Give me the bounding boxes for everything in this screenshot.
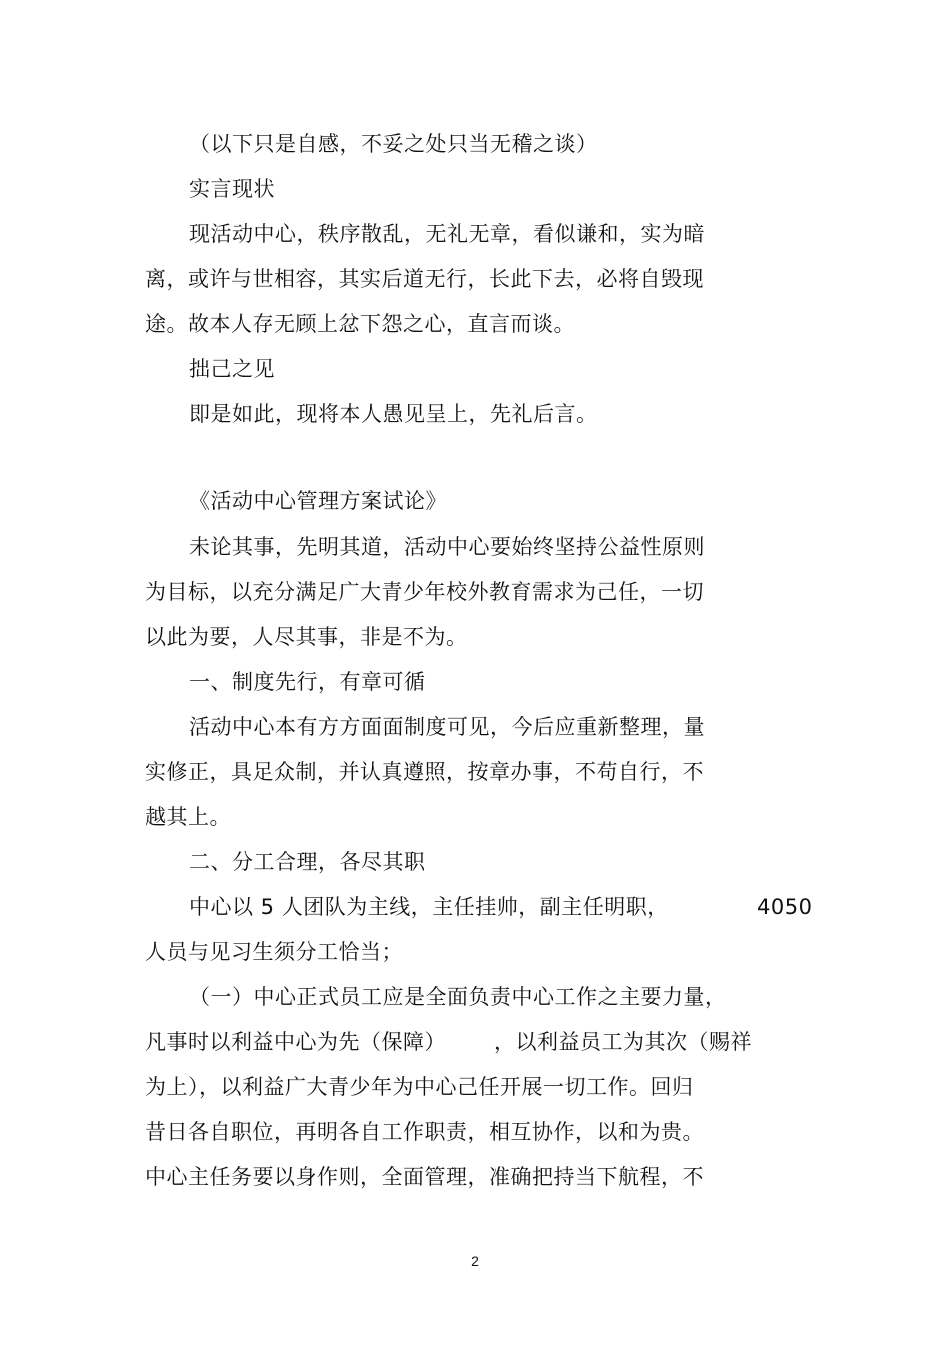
paragraph-line: 人员与见习生须分工恰当； xyxy=(145,940,403,964)
subsection-line: （一）中心正式员工应是全面负责中心工作之主要力量， xyxy=(189,985,727,1009)
preface-note: （以下只是自感，不妥之处只当无稽之谈） xyxy=(189,132,598,156)
paragraph-line: 昔日各自职位，再明各自工作职责，相互协作，以和为贵。 xyxy=(145,1120,704,1144)
paragraph-line: 为上），以利益广大青少年为中心己任开展一切工作。回归 xyxy=(145,1075,694,1099)
paragraph-line-number: 4050 xyxy=(757,895,813,919)
document-title: 《活动中心管理方案试论》 xyxy=(189,489,447,513)
paragraph-line: 活动中心本有方方面面制度可见，今后应重新整理，量 xyxy=(189,715,705,739)
paragraph-line-continuation: ，以利益员工为其次（赐祥 xyxy=(494,1030,752,1054)
section-heading-1: 一、制度先行，有章可循 xyxy=(189,670,426,694)
paragraph-line: 凡事时以利益中心为先（保障） xyxy=(145,1030,446,1054)
paragraph-line: 未论其事，先明其道，活动中心要始终坚持公益性原则 xyxy=(189,535,705,559)
paragraph-line: 即是如此，现将本人愚见呈上，先礼后言。 xyxy=(189,402,598,426)
paragraph-line: 以此为要，人尽其事，非是不为。 xyxy=(145,625,468,649)
section-heading-2: 二、分工合理，各尽其职 xyxy=(189,850,426,874)
paragraph-line: 越其上。 xyxy=(145,805,231,829)
paragraph-line: 中心以 5 人团队为主线，主任挂帅，副主任明职， xyxy=(189,895,669,919)
heading-current-situation: 实言现状 xyxy=(189,177,275,201)
heading-humble-opinion: 拙己之见 xyxy=(189,357,275,381)
paragraph-line: 现活动中心，秩序散乱，无礼无章，看似谦和，实为暗 xyxy=(189,222,705,246)
paragraph-line: 途。故本人存无顾上忿下怨之心，直言而谈。 xyxy=(145,312,575,336)
paragraph-line: 中心主任务要以身作则，全面管理，准确把持当下航程，不 xyxy=(145,1165,704,1189)
paragraph-line: 实修正，具足众制，并认真遵照，按章办事，不苟自行，不 xyxy=(145,760,704,784)
paragraph-line: 为目标，以充分满足广大青少年校外教育需求为己任，一切 xyxy=(145,580,704,604)
paragraph-line: 离，或许与世相容，其实后道无行，长此下去，必将自毁现 xyxy=(145,267,704,291)
page-number: 2 xyxy=(471,1253,479,1269)
